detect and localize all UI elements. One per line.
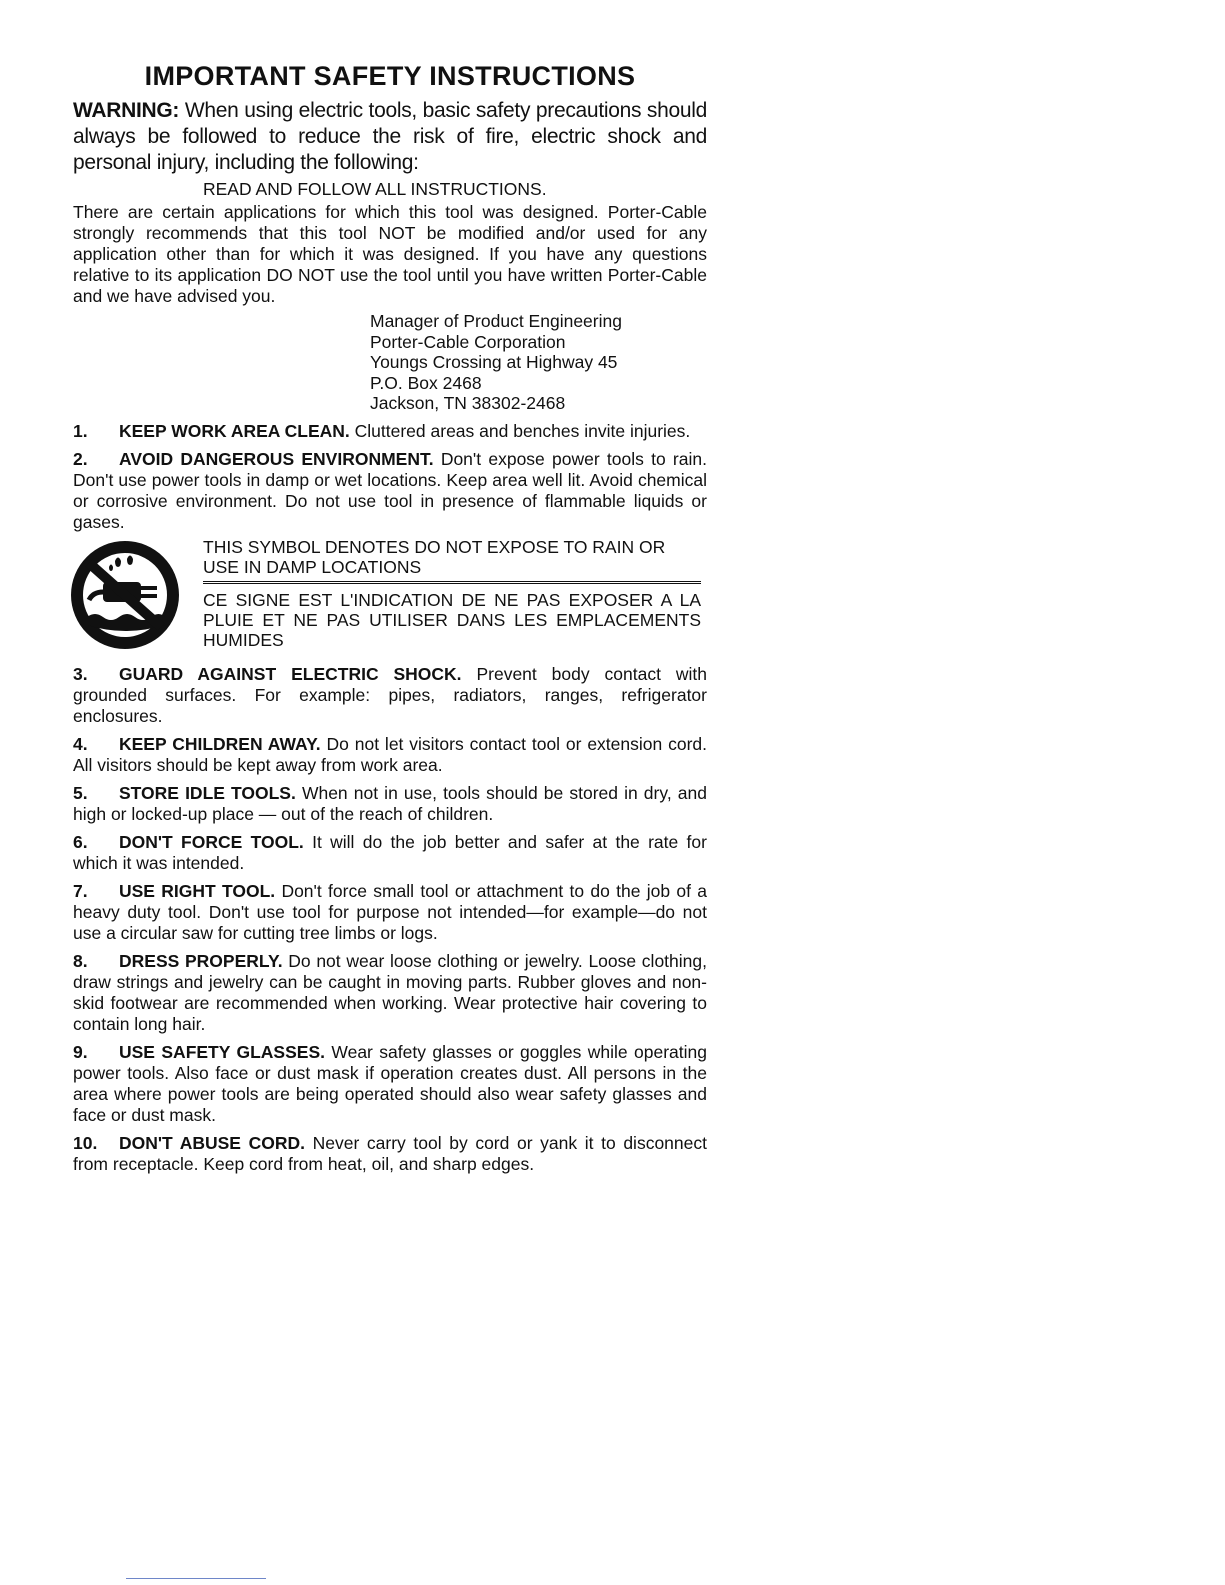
safety-item-9 — [73, 1042, 707, 1126]
item-heading: DRESS PROPERLY. — [119, 950, 283, 971]
safety-item-8 — [73, 951, 707, 1035]
read-follow-heading: READ AND FOLLOW ALL INSTRUCTIONS. — [203, 179, 547, 199]
item-heading: USE RIGHT TOOL. — [119, 880, 276, 901]
safety-item-7 — [73, 881, 707, 944]
item-number: 8. — [73, 950, 88, 971]
symbol-caption — [203, 537, 701, 650]
intro-paragraph: There are certain applications for which this tool was designed. Porter-Cable strongly recommends that this tool NOT be modified and/or used for any application other than for which it was designed. If you have any questions relative to its application DO NOT use the tool until you have written Porter-Cable and we have advised you. — [73, 202, 707, 306]
address-block — [370, 311, 707, 414]
address-line: P.O. Box 2468 — [370, 372, 482, 393]
safety-item-5 — [73, 783, 707, 825]
item-number: 9. — [73, 1041, 88, 1062]
no-wet-location-icon — [63, 537, 187, 653]
item-number: 3. — [73, 663, 88, 684]
safety-item-2 — [73, 449, 707, 533]
address-line: Manager of Product Engineering — [370, 311, 622, 331]
item-number: 5. — [73, 782, 88, 803]
item-heading: USE SAFETY GLASSES. — [119, 1041, 325, 1062]
item-text: When not in use, tools should be stored in dry, and high or locked-up place — out of the reach of children. — [73, 782, 707, 824]
item-number: 6. — [73, 831, 88, 852]
item-text: Cluttered areas and benches invite injuries. — [354, 420, 691, 441]
item-text: Prevent body contact with grounded surfaces. For example: pipes, radiators, ranges, refrigerator enclosures. — [73, 663, 707, 726]
content — [73, 58, 707, 1175]
address-line: Porter-Cable Corporation — [370, 331, 566, 352]
safety-item-1 — [73, 421, 707, 442]
item-number: 1. — [73, 420, 88, 441]
safety-item-3 — [73, 664, 707, 727]
item-heading: STORE IDLE TOOLS. — [119, 782, 296, 803]
address-line: Jackson, TN 38302-2468 — [370, 393, 566, 413]
item-heading: KEEP WORK AREA CLEAN. — [119, 420, 350, 441]
item-number: 4. — [73, 733, 88, 754]
item-heading: KEEP CHILDREN AWAY. — [119, 733, 321, 754]
item-text: It will do the job better and safer at the rate for which it was intended. — [73, 831, 707, 873]
item-heading: GUARD AGAINST ELECTRIC SHOCK. — [119, 663, 462, 684]
safety-item-10 — [73, 1133, 707, 1175]
symbol-block — [73, 537, 707, 657]
item-heading: DON'T ABUSE CORD. — [119, 1132, 305, 1153]
warning-label: WARNING: — [73, 99, 180, 122]
warning-paragraph — [73, 98, 707, 176]
symbol-caption-english: THIS SYMBOL DENOTES DO NOT EXPOSE TO RAIN OR USE IN DAMP LOCATIONS — [203, 537, 701, 584]
item-heading: DON'T FORCE TOOL. — [119, 831, 304, 852]
item-text: Don't expose power tools to rain. Don't use power tools in damp or wet locations. Keep area well lit. Avoid chemical or corrosive environment. Do not use tool in presence of flammable liquids or gases. — [73, 448, 707, 532]
item-text: Do not let visitors contact tool or extension cord. All visitors should be kept away from work area. — [73, 733, 707, 775]
safety-item-4 — [73, 734, 707, 776]
safety-item-6 — [73, 832, 707, 874]
item-number: 2. — [73, 448, 88, 469]
page-title: IMPORTANT SAFETY INSTRUCTIONS — [144, 61, 636, 91]
item-number: 10. — [73, 1132, 98, 1153]
address-line: Youngs Crossing at Highway 45 — [370, 352, 618, 372]
item-text: Wear safety glasses or goggles while operating power tools. Also face or dust mask if operation creates dust. All persons in the area where power tools are being operated should also wear safety glasses and face or dust mask. — [73, 1041, 707, 1125]
item-heading: AVOID DANGEROUS ENVIRONMENT. — [119, 448, 434, 469]
symbol-caption-french: CE SIGNE EST L'INDICATION DE NE PAS EXPOSER A LA PLUIE ET NE PAS UTILISER DANS LES EMPLACEMENTS HUMIDES — [203, 589, 701, 650]
item-text: Never carry tool by cord or yank it to disconnect from receptacle. Keep cord from heat, oil, and sharp edges. — [73, 1132, 707, 1174]
warning-text: When using electric tools, basic safety precautions should always be followed to reduce the risk of fire, electric shock and personal injury, including the following: — [73, 99, 707, 174]
footer-rule — [126, 1578, 266, 1579]
item-text: Don't force small tool or attachment to do the job of a heavy duty tool. Don't use tool for purpose not intended—for example—do not use a circular saw for cutting tree limbs or logs. — [73, 880, 708, 943]
item-text: Do not wear loose clothing or jewelry. Loose clothing, draw strings and jewelry can be caught in moving parts. Rubber gloves and non-skid footwear are recommended when working. Wear protective hair covering to contain long hair. — [73, 950, 707, 1034]
item-number: 7. — [73, 880, 88, 901]
